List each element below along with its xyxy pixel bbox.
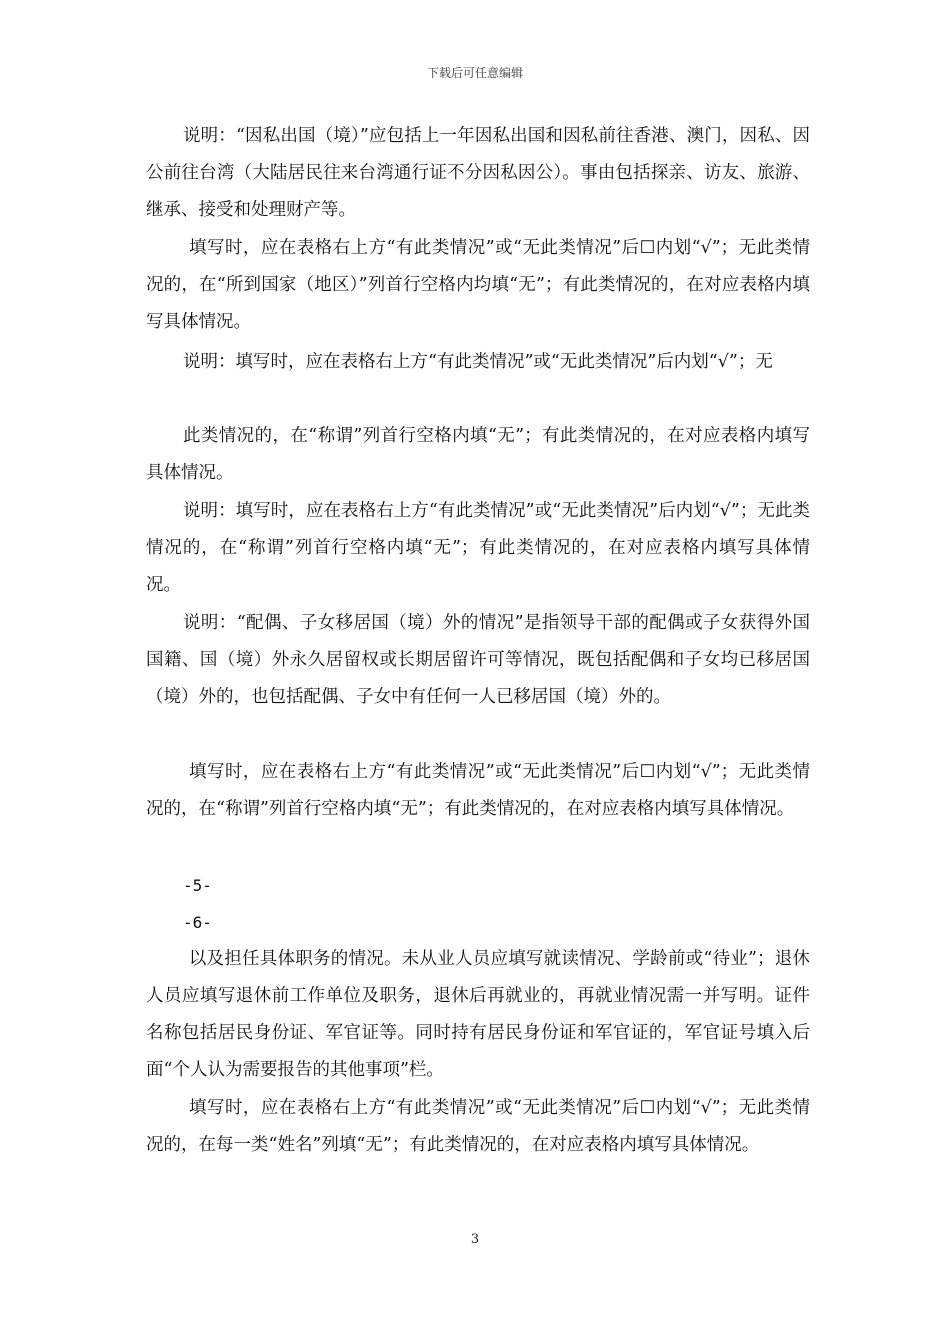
page-marker-5: -5- bbox=[183, 876, 212, 895]
paragraph-2: 填写时，应在表格右上方“有此类情况”或“无此类情况”后☐内划“√”；无此类情况的，在“所到国家（地区）”列首行空格内均填“无”；有此类情况的，在对应表格内填写具体情况。 bbox=[146, 238, 810, 332]
page-marker-6: -6- bbox=[183, 913, 212, 932]
paragraph-9: 填写时，应在表格右上方“有此类情况”或“无此类情况”后☐内划“√”；无此类情况的，在每一类“姓名”列填“无”；有此类情况的，在对应表格内填写具体情况。 bbox=[146, 1098, 810, 1155]
page-number: 3 bbox=[470, 1232, 480, 1247]
paragraph-4: 此类情况的，在“称谓”列首行空格内填“无”；有此类情况的，在对应表格内填写具体情况。 bbox=[146, 426, 810, 483]
paragraph-1: 说明：“因私出国（境）”应包括上一年因私出国和因私前往香港、澳门，因私、因公前往台湾（大陆居民往来台湾通行证不分因私因公）。事由包括探亲、访友、旅游、继承、接受和处理财产等。 bbox=[146, 126, 810, 220]
page-header: 下载后可任意编辑 bbox=[426, 66, 523, 80]
paragraph-5: 说明：填写时，应在表格右上方“有此类情况”或“无此类情况”后内划“√”；无此类情况的，在“称谓”列首行空格内填“无”；有此类情况的，在对应表格内填写具体情况。 bbox=[146, 501, 810, 595]
paragraph-6: 说明：“配偶、子女移居国（境）外的情况”是指领导干部的配偶或子女获得外国国籍、国（境）外永久居留权或长期居留许可等情况，既包括配偶和子女均已移居国（境）外的，也包括配偶、子女中有任何一人已移居国（境）外的。 bbox=[146, 613, 810, 707]
paragraph-8: 以及担任具体职务的情况。未从业人员应填写就读情况、学龄前或“待业”；退休人员应填写退休前工作单位及职务，退休后再就业的，再就业情况需一并写明。证件名称包括居民身份证、军官证等。同时持有居民身份证和军官证的，军官证号填入后面“个人认为需要报告的其他事项”栏。 bbox=[146, 949, 810, 1080]
paragraph-3: 说明：填写时，应在表格右上方“有此类情况”或“无此类情况”后内划“√”；无 bbox=[183, 352, 773, 372]
paragraph-7: 填写时，应在表格右上方“有此类情况”或“无此类情况”后☐内划“√”；无此类情况的，在“称谓”列首行空格内填“无”；有此类情况的，在对应表格内填写具体情况。 bbox=[146, 762, 810, 819]
